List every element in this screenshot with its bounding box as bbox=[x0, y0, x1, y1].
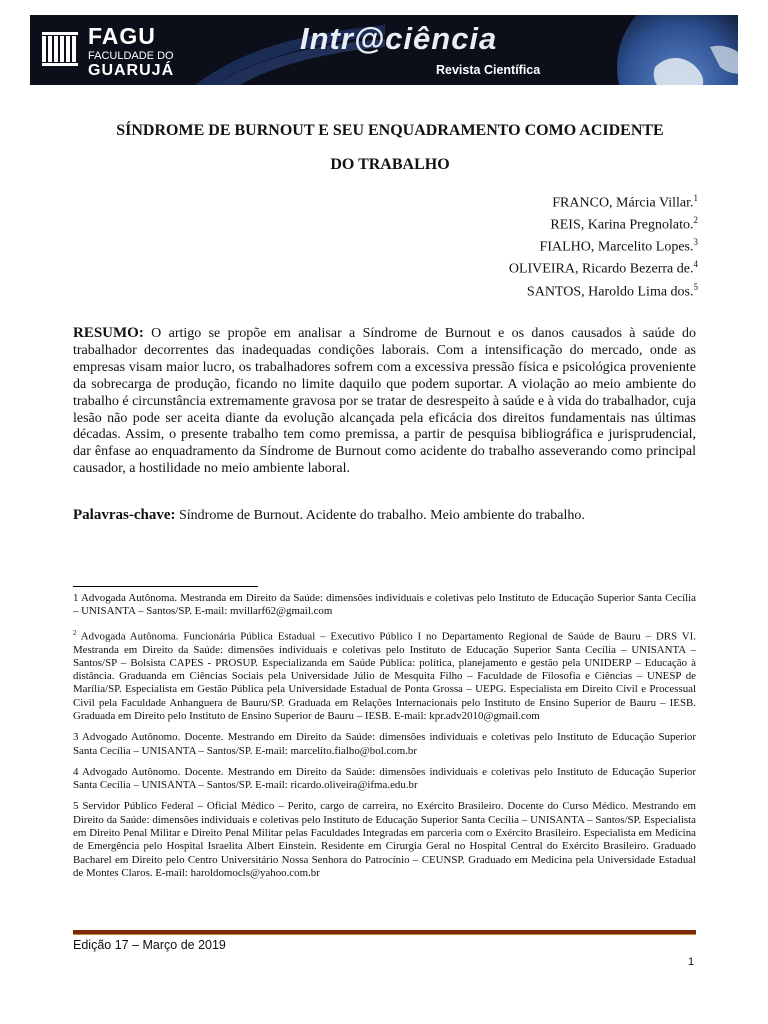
author-footnote-ref: 2 bbox=[693, 215, 698, 226]
logo-line2: GUARUJÁ bbox=[88, 62, 175, 79]
author-entry bbox=[509, 279, 698, 301]
author-name: OLIVEIRA, Ricardo Bezerra de. bbox=[508, 262, 694, 278]
footnote-text: Advogada Autônoma. Funcionária Pública Estadual – Executivo Público I no Departamento Regional de Saúde de Bauru – DRS VI. Mestranda em Direito da Saúde: dimensões individuais e coletivas pelo Instituto de Educação Superior Santa Cecília – UNISANTA – Santos/SP – Bolsista CAPES - PROSUP. Especializanda em Saúde Pública: política, planejamento e gestão pela UNIDERP – Educação à distância. Graduanda em Ciências Sociais pela Universidade Júlio de Mesquita Filho – Faculdade de Filosofia e Ciências – UNESP de Marília/SP. Especialista em Gestão Pública pela Universidade Estadual de Ponta Grossa – UEPG. Especialista em Direito Civil e Processual Civil pela Faculdade Anhanguera de Bauru/SP. Graduada em Relações Internacionais pelo Instituto de Ensino Superior de Bauru – IESB. Graduada em Direito pelo Instituto de Ensino Superior de Bauru – IESB. E-mail: kpr.adv2010@gmail.com bbox=[73, 630, 697, 722]
author-entry bbox=[509, 190, 698, 212]
logo-line1: FACULDADE DO bbox=[88, 50, 174, 62]
footnote-number: 5 bbox=[73, 800, 79, 813]
author-footnote-ref: 5 bbox=[693, 281, 698, 292]
article-title bbox=[60, 114, 720, 182]
author-footnote-ref: 1 bbox=[693, 193, 698, 203]
footnote-number: 3 bbox=[73, 731, 79, 744]
logo-name: FAGU bbox=[88, 23, 156, 49]
footnote bbox=[73, 766, 696, 793]
author-entry bbox=[509, 234, 698, 256]
author-footnote-ref: 4 bbox=[693, 259, 698, 270]
footnote bbox=[73, 592, 696, 619]
footnote-number: 1 bbox=[73, 592, 79, 604]
footnote bbox=[73, 731, 696, 758]
footnote-number: 2 bbox=[73, 628, 77, 637]
article-title-line2: DO TRABALHO bbox=[330, 156, 450, 173]
keywords bbox=[73, 507, 696, 524]
journal-title: Intr@ciência bbox=[300, 21, 498, 56]
keywords-text: Síndrome de Burnout. Acidente do trabalho. Meio ambiente do trabalho. bbox=[178, 508, 585, 523]
journal-banner bbox=[30, 15, 738, 85]
fagu-logo bbox=[88, 25, 174, 79]
abstract-text: O artigo se propõe em analisar a Síndrome de Burnout e os danos causados à saúde do trabalhador decorrentes das inadequadas condições laborais. Com a intensificação do mercado, onde as empresas visam maior lucro, os trabalhadores sofrem com a excessiva pressão física e psicológica proveniente da sobrecarga de produção, ficando no limite daquilo que podem suportar. A violação ao meio ambiente do trabalho é circunstância extremamente gravosa por se tratar de desrespeito à saúde e à vida do trabalhador, cuja lesão não pode ser aceita diante da evolução alcançada pela eficácia dos direitos fundamentais nas últimas décadas. Assim, o presente trabalho tem como premissa, a partir de pesquisa bibliográfica e jurisprudencial, dar ênfase ao enquadramento da Síndrome de Burnout como acidente do trabalho asseverando como principal causador, a hostilidade no meio ambiente laboral. bbox=[73, 326, 696, 477]
author-name: FRANCO, Márcia Villar. bbox=[552, 195, 694, 211]
footnotes bbox=[73, 592, 696, 888]
author-name: REIS, Karina Pregnolato. bbox=[550, 217, 694, 233]
page-number: 1 bbox=[688, 956, 695, 968]
footnote-text: Advogado Autônomo. Docente. Mestrando em Direito da Saúde: dimensões individuais e coletivas pelo Instituto de Educação Superior Santa Cecília – UNISANTA – Santos/SP. E-mail: ricardo.oliveira@ifma.edu.br bbox=[73, 765, 696, 792]
article-title-line1: SÍNDROME DE BURNOUT E SEU ENQUADRAMENTO COMO ACIDENTE bbox=[116, 122, 664, 139]
footer-rule bbox=[73, 930, 696, 935]
abstract-label: RESUMO: bbox=[73, 325, 144, 341]
footnote-text: Servidor Público Federal – Oficial Médico – Perito, cargo de carreira, no Exército Brasileiro. Docente do Curso Médico. Mestrando em Direito da Saúde: dimensões individuais e coletivas pelo Instituto de Educação Superior Santa Cecília – UNISANTA – Santos/SP. Especialista em Direito Penal Militar e Direito Penal Militar pelas Faculdades Integradas em parceria com o Exército Brasileiro. Especialista em Medicina de Emergência pelo Hospital Israelita Albert Einstein. Residente em Cirurgia Geral no Hospital Central do Exército Brasileiro. Graduado Bacharel em Direito pelo Centro Universitário Nossa Senhora do Patrocínio – CEUNSP. Graduado em Medicina pela Universidade Estadual de Montes Claros. E-mail: haroldomocls@yahoo.com.br bbox=[73, 800, 696, 879]
footer-edition: Edição 17 – Março de 2019 bbox=[73, 938, 226, 952]
footnote-text: Advogada Autônoma. Mestranda em Direito da Saúde: dimensões individuais e coletivas pelo Instituto de Educação Superior Santa Cecília – UNISANTA – Santos/SP. E-mail: mvillarf62@gmail.com bbox=[73, 592, 696, 618]
author-list bbox=[509, 190, 698, 301]
footnote bbox=[73, 627, 696, 724]
author-entry bbox=[509, 212, 698, 234]
author-footnote-ref: 3 bbox=[693, 237, 698, 248]
earth-globe-icon bbox=[615, 15, 738, 85]
footnote-text: Advogado Autônomo. Docente. Mestrando em Direito da Saúde: dimensões individuais e coletivas pelo Instituto de Educação Superior Santa Cecília – UNISANTA – Santos/SP. E-mail: marcelito.fialho@bol.com.br bbox=[73, 731, 696, 757]
footnote-separator bbox=[73, 586, 258, 587]
fagu-building-logo-icon bbox=[42, 32, 82, 66]
author-name: SANTOS, Haroldo Lima dos. bbox=[526, 284, 694, 300]
abstract bbox=[73, 325, 696, 478]
journal-subtitle: Revista Científica bbox=[436, 63, 541, 77]
footnote-number: 4 bbox=[73, 765, 79, 778]
author-entry bbox=[509, 256, 698, 278]
author-name: FIALHO, Marcelito Lopes. bbox=[539, 239, 694, 255]
footnote bbox=[73, 800, 696, 880]
keywords-label: Palavras-chave: bbox=[73, 507, 176, 523]
